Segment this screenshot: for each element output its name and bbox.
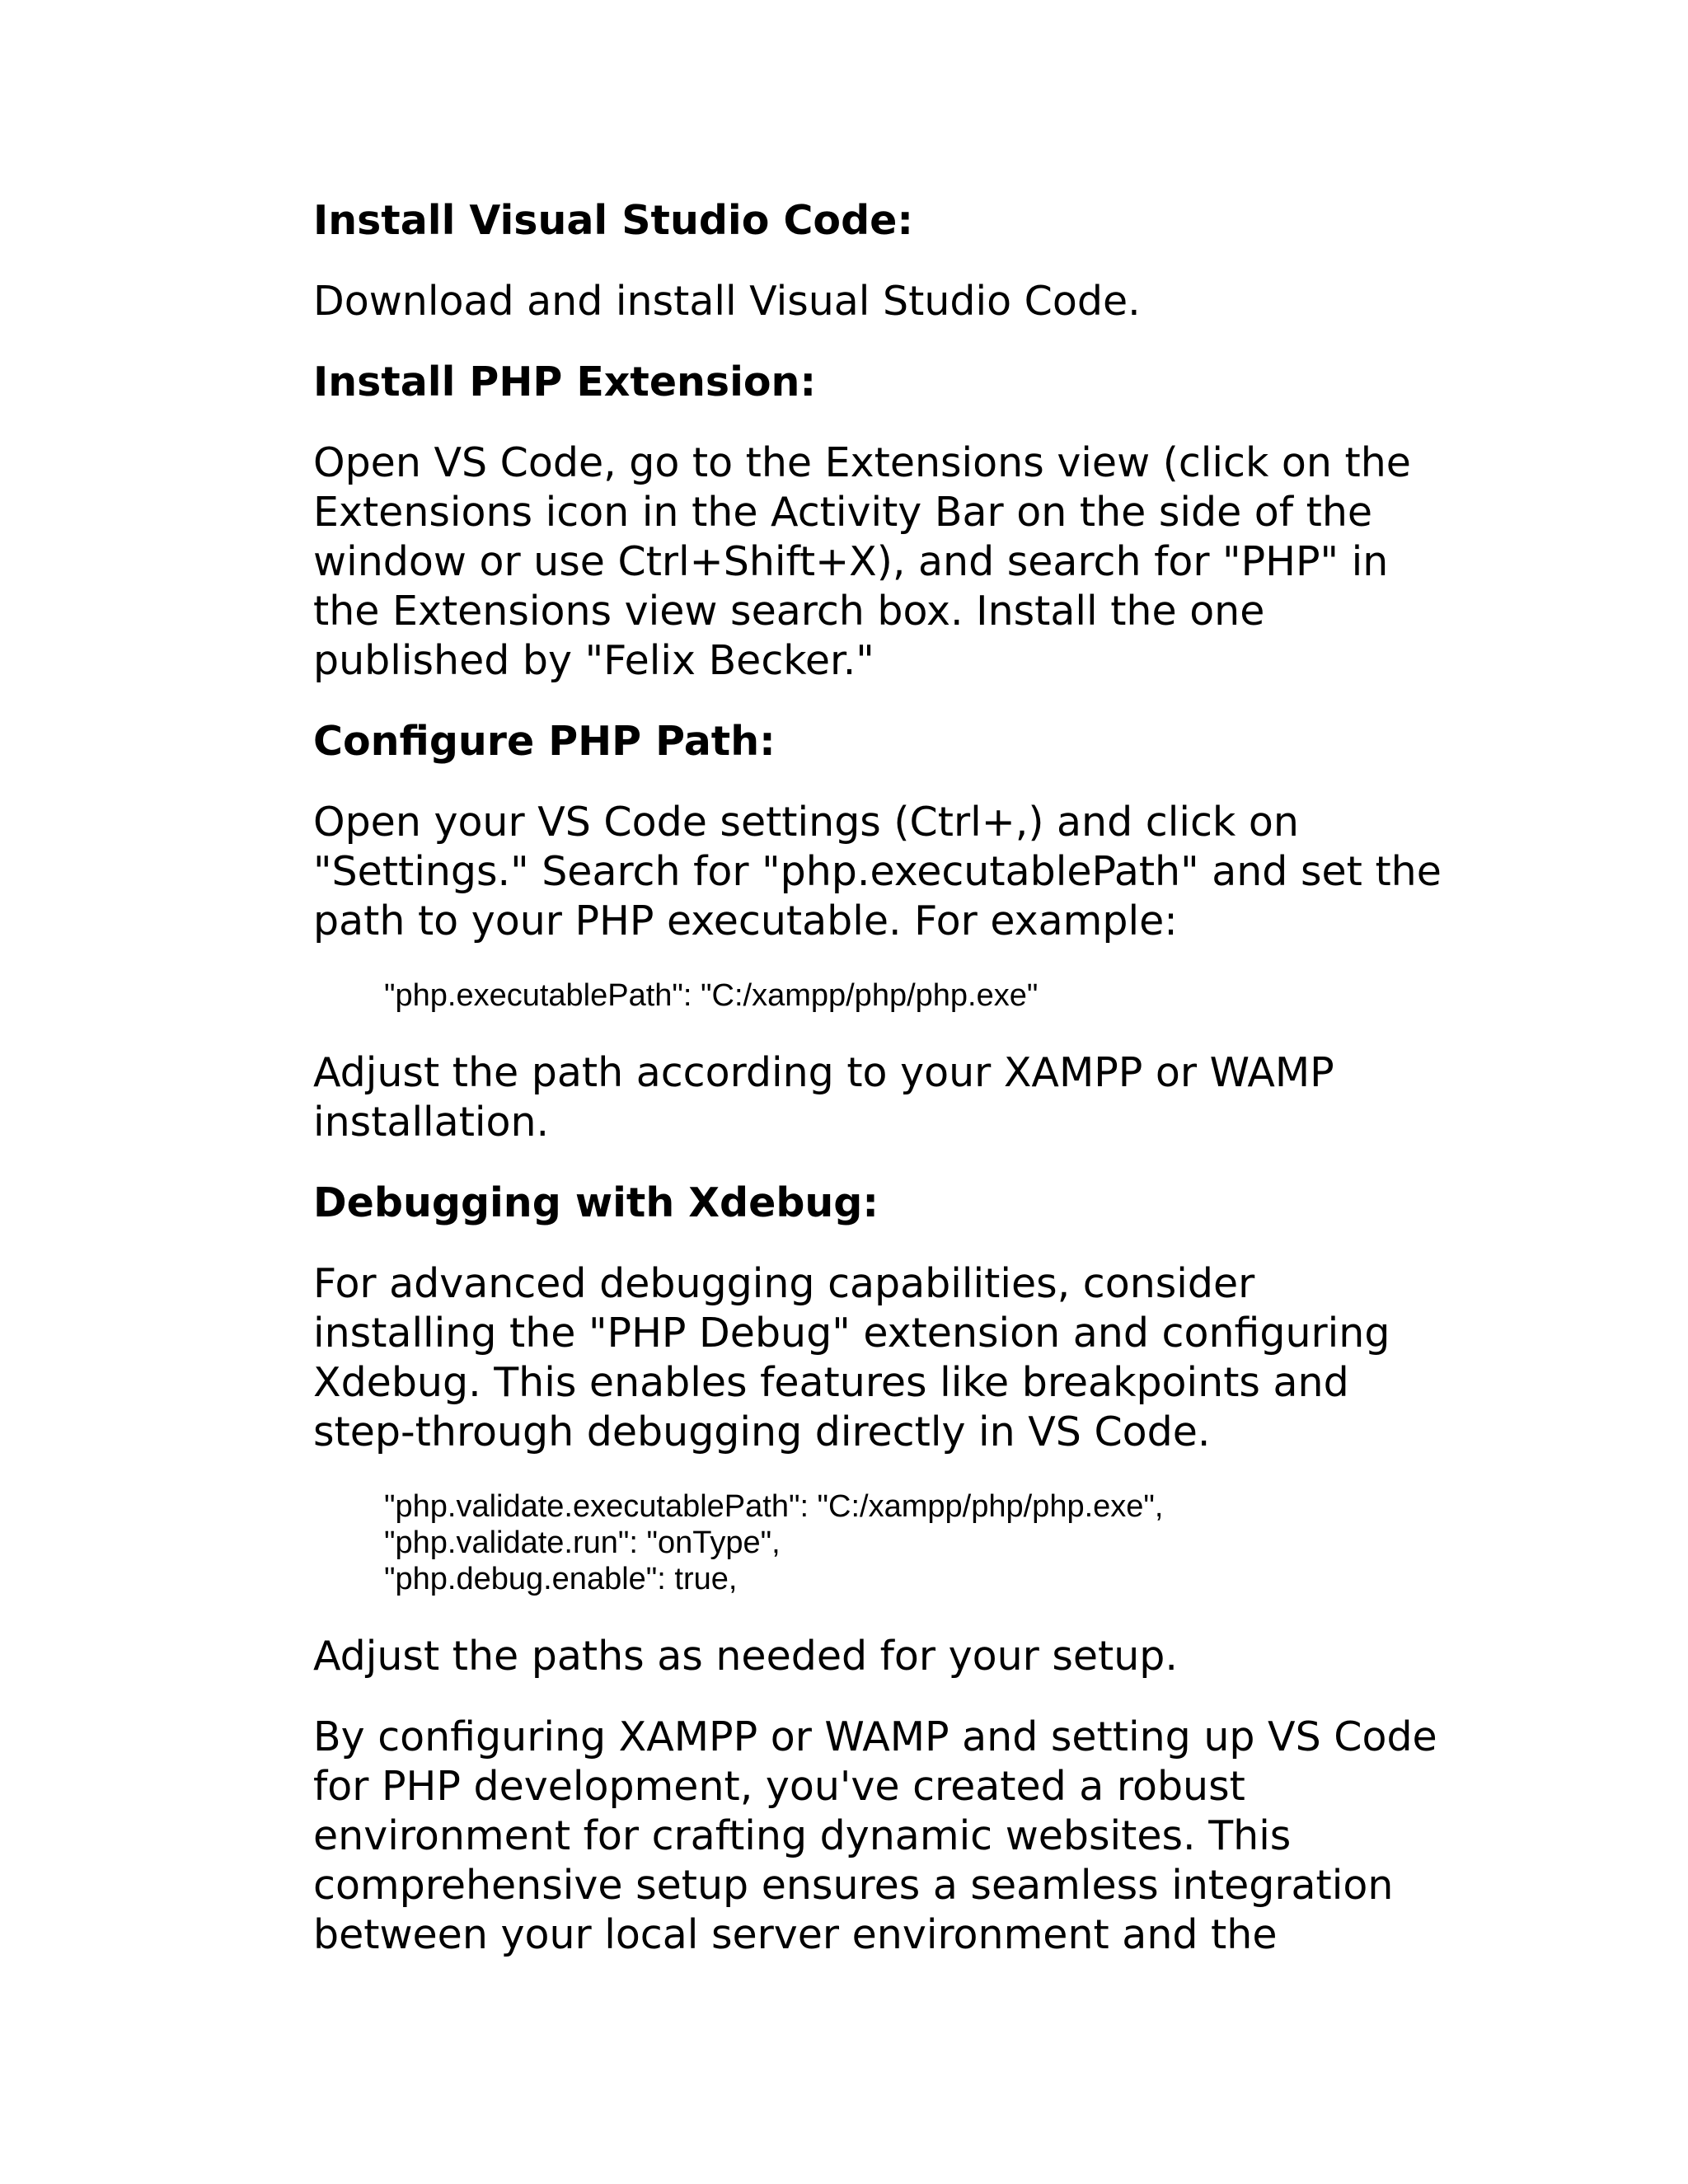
closing-paragraph — [313, 1713, 1484, 1960]
code-line: "php.validate.run": "onType", — [384, 1526, 781, 1560]
text-line: environment for crafting dynamic websites. This — [313, 1812, 1292, 1859]
text-line: published by "Felix Becker." — [313, 637, 874, 684]
text-line: Adjust the paths as needed for your setup. — [313, 1633, 1178, 1680]
text-line: By configuring XAMPP or WAMP and setting up VS Code — [313, 1713, 1437, 1760]
text-line: installing the "PHP Debug" extension and configuring — [313, 1310, 1390, 1357]
text-line: for PHP development, you've created a robust — [313, 1763, 1245, 1810]
section-note-debugging-xdebug — [313, 1632, 1484, 1681]
text-line: between your local server environment and the — [313, 1911, 1278, 1958]
document-content — [313, 196, 1484, 1991]
section-body-configure-php-path — [313, 798, 1484, 946]
text-line: Xdebug. This enables features like breakpoints and — [313, 1359, 1349, 1406]
code-snippet-xdebug-settings — [313, 1488, 1484, 1597]
text-line: Extensions icon in the Activity Bar on the side of the — [313, 489, 1373, 536]
section-heading-install-vscode: Install Visual Studio Code: — [313, 197, 913, 244]
text-line: "Settings." Search for "php.executablePath" and set the — [313, 848, 1442, 895]
section-body-install-vscode — [313, 277, 1484, 326]
text-line: Download and install Visual Studio Code. — [313, 278, 1141, 325]
section-body-install-php-extension — [313, 438, 1484, 686]
text-line: step-through debugging directly in VS Code. — [313, 1408, 1211, 1455]
code-line: "php.executablePath": "C:/xampp/php/php.exe" — [384, 978, 1039, 1013]
text-line: Open your VS Code settings (Ctrl+,) and click on — [313, 799, 1299, 846]
text-line: the Extensions view search box. Install the one — [313, 588, 1265, 635]
code-line: "php.validate.executablePath": "C:/xampp/php/php.exe", — [384, 1489, 1164, 1524]
text-line: window or use Ctrl+Shift+X), and search for "PHP" in — [313, 538, 1389, 585]
section-heading-configure-php-path: Configure PHP Path: — [313, 718, 776, 765]
section-heading-install-php-extension: Install PHP Extension: — [313, 359, 817, 405]
code-line: "php.debug.enable": true, — [384, 1562, 738, 1596]
code-snippet-executable-path — [313, 977, 1484, 1014]
text-line: path to your PHP executable. For example: — [313, 898, 1178, 944]
text-line: For advanced debugging capabilities, consider — [313, 1260, 1255, 1307]
text-line: Open VS Code, go to the Extensions view (click on the — [313, 439, 1411, 486]
text-line: Adjust the path according to your XAMPP or WAMP — [313, 1049, 1334, 1096]
text-line: comprehensive setup ensures a seamless integration — [313, 1862, 1394, 1909]
section-heading-debugging-xdebug: Debugging with Xdebug: — [313, 1179, 879, 1226]
section-body-debugging-xdebug — [313, 1259, 1484, 1457]
section-note-configure-php-path — [313, 1048, 1484, 1147]
text-line: installation. — [313, 1099, 550, 1146]
